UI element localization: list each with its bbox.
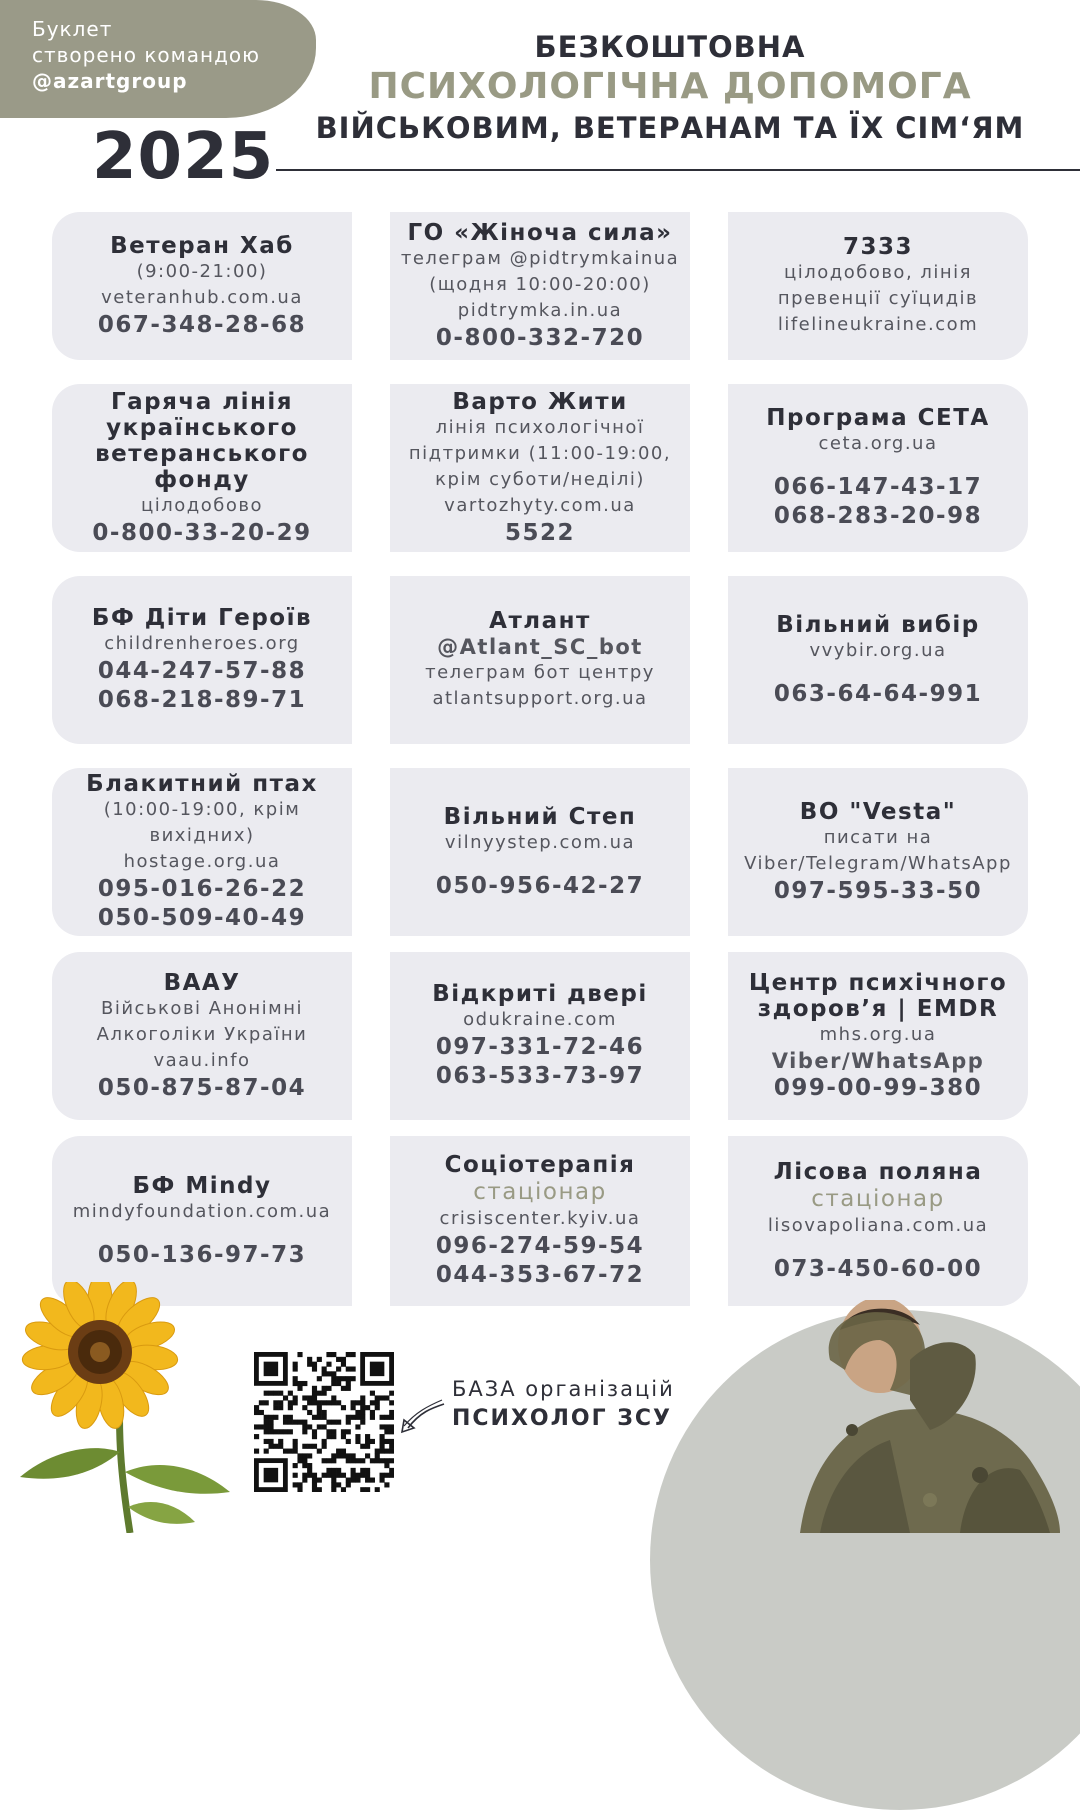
org-info: pidtrymka.in.ua: [457, 299, 623, 321]
org-info: (щодня 10:00-20:00): [429, 273, 651, 295]
org-contact[interactable]: Viber/WhatsApp: [771, 1048, 985, 1073]
org-info: (9:00-21:00): [136, 260, 268, 282]
org-phone[interactable]: 063-533-73-97: [435, 1063, 645, 1089]
org-card-varto-zhyty: [390, 384, 690, 552]
org-card-veteran-hub: [52, 212, 352, 360]
org-card-sociotherapy: [390, 1136, 690, 1306]
org-info: mindyfoundation.com.ua: [72, 1200, 332, 1222]
org-phone[interactable]: 067-348-28-68: [97, 311, 307, 338]
org-info: Військові Анонімні: [101, 997, 303, 1019]
org-phone[interactable]: 050-509-40-49: [97, 905, 307, 931]
org-card-lisova-poliana: [728, 1136, 1028, 1306]
org-phone[interactable]: 044-247-57-88: [97, 658, 307, 684]
org-info: vaau.info: [153, 1049, 251, 1071]
org-name: українського: [106, 414, 298, 441]
org-name: ГО «Жіноча сила»: [407, 219, 673, 246]
org-card-vidkryti-dveri: [390, 952, 690, 1120]
org-info: odukraine.com: [463, 1009, 617, 1030]
title-divider: [276, 169, 1080, 171]
org-info: vartozhyty.com.ua: [444, 494, 636, 516]
org-info: цілодобово, лінія: [783, 262, 972, 283]
qr-code-graphic: [254, 1352, 394, 1492]
org-info: Viber/Telegram/WhatsApp: [744, 852, 1012, 874]
arrow-icon: [398, 1398, 448, 1438]
page-title: [300, 28, 1040, 148]
org-phone[interactable]: 095-016-26-22: [97, 876, 307, 902]
org-phone[interactable]: 068-283-20-98: [773, 503, 983, 529]
org-tag: стаціонар: [811, 1185, 945, 1212]
qr-code-icon[interactable]: [254, 1352, 394, 1492]
org-info: ceta.org.ua: [818, 433, 938, 454]
org-card-vilnyi-vybir: [728, 576, 1028, 744]
org-name: Вільний Степ: [443, 803, 637, 830]
org-name: Лісова поляна: [773, 1158, 983, 1185]
booklet-line-1: Буклет: [32, 17, 113, 41]
sunflower-icon: [0, 1282, 240, 1533]
org-card-vesta: [728, 768, 1028, 936]
org-name: Ветеран Хаб: [110, 232, 294, 259]
org-info: превенції суїцидів: [777, 288, 979, 309]
org-card-vaau: [52, 952, 352, 1120]
org-phone[interactable]: 096-274-59-54: [435, 1233, 645, 1259]
org-info: vvybir.org.ua: [809, 639, 947, 661]
year: 2025: [92, 120, 275, 194]
soldier-photo: [760, 1300, 1080, 1533]
org-name: Відкриті двері: [432, 981, 648, 1007]
org-card-zhinocha-syla: [390, 212, 690, 360]
org-name: Соціотерапія: [444, 1152, 636, 1178]
org-card-atlant: [390, 576, 690, 744]
org-tag: стаціонар: [473, 1179, 607, 1205]
title-line-3: ВІЙСЬКОВИМ, ВЕТЕРАНАМ ТА ЇХ СІМ‘ЯМ: [315, 111, 1025, 145]
org-phone[interactable]: 0-800-33-20-29: [92, 519, 312, 546]
org-info: mhs.org.ua: [819, 1023, 937, 1045]
org-info: цілодобово: [141, 494, 263, 516]
org-name: Блакитний птах: [86, 771, 318, 797]
org-card-line-7333: [728, 212, 1028, 360]
booklet-line-2: створено командою: [32, 43, 260, 67]
org-phone[interactable]: 097-331-72-46: [435, 1034, 645, 1060]
org-info: лінія психологічної: [435, 416, 645, 438]
org-name: Вільний вибір: [776, 611, 980, 638]
org-phone[interactable]: 099-00-99-380: [773, 1074, 983, 1101]
org-card-blakytnyi-ptakh: [52, 768, 352, 936]
org-name: БФ Mindy: [132, 1172, 272, 1199]
org-phone[interactable]: 073-450-60-00: [773, 1255, 983, 1282]
org-name: Програма СЕТА: [766, 405, 990, 431]
org-name: ВААУ: [163, 969, 241, 996]
org-card-vilnyi-step: [390, 768, 690, 936]
org-phone[interactable]: 050-956-42-27: [435, 872, 645, 899]
base-organizations-caption: [452, 1374, 675, 1434]
org-name: Центр психічного: [748, 969, 1008, 996]
org-info: childrenheroes.org: [104, 633, 300, 654]
org-info: (10:00-19:00, крім вихідних): [103, 799, 301, 846]
title-line-2: ПСИХОЛОГІЧНА ДОПОМОГА: [368, 66, 972, 107]
org-phone[interactable]: 044-353-67-72: [435, 1262, 645, 1288]
org-info: писати на: [823, 826, 933, 848]
org-phone[interactable]: 066-147-43-17: [773, 474, 983, 500]
org-info: телеграм бот центру: [425, 662, 655, 683]
author-badge-text: [32, 16, 260, 94]
org-phone[interactable]: 5522: [504, 519, 575, 546]
org-card-ceta: [728, 384, 1028, 552]
org-phone[interactable]: 068-218-89-71: [97, 687, 307, 713]
org-phone[interactable]: 050-136-97-73: [97, 1241, 307, 1268]
org-info: atlantsupport.org.ua: [432, 688, 648, 709]
booklet-handle[interactable]: @azartgroup: [32, 69, 188, 93]
org-info: veteranhub.com.ua: [101, 286, 303, 308]
org-card-mental-health-center: [728, 952, 1028, 1120]
org-info: підтримки (11:00-19:00,: [408, 442, 672, 464]
org-name: 7333: [842, 234, 913, 260]
base-line-2: ПСИХОЛОГ ЗСУ: [452, 1406, 673, 1431]
title-line-1: БЕЗКОШТОВНА: [534, 30, 806, 64]
org-name: Варто Жити: [452, 388, 628, 415]
base-line-1: БАЗА організацій: [452, 1377, 675, 1401]
org-contact[interactable]: @Atlant_SC_bot: [437, 635, 643, 659]
org-name: здоров’я | EMDR: [757, 995, 999, 1022]
org-info: телеграм @pidtrymkainua: [400, 247, 680, 269]
org-phone[interactable]: 097-595-33-50: [773, 877, 983, 904]
org-card-dity-heroiv: [52, 576, 352, 744]
org-phone[interactable]: 063-64-64-991: [773, 680, 983, 707]
org-card-mindy: [52, 1136, 352, 1306]
org-phone[interactable]: 050-875-87-04: [97, 1074, 307, 1101]
org-name: Гаряча лінія: [111, 388, 293, 415]
org-info: lisovapoliana.com.ua: [767, 1214, 989, 1236]
org-name: ветеранського фонду: [95, 440, 309, 493]
org-info: крім суботи/неділі): [435, 468, 645, 490]
org-info: Алкоголіки України: [96, 1023, 308, 1045]
org-name: БФ Діти Героїв: [91, 605, 313, 631]
org-name: ВО "Vesta": [799, 798, 957, 825]
org-info: hostage.org.ua: [123, 851, 281, 872]
org-info: lifelineukraine.com: [777, 314, 979, 335]
org-name: Атлант: [489, 608, 591, 634]
org-info: crisiscenter.kyiv.ua: [439, 1208, 641, 1229]
org-info: vilnyystep.com.ua: [444, 831, 636, 853]
org-phone[interactable]: 0-800-332-720: [435, 324, 645, 351]
org-card-veteran-fund-hotline: [52, 384, 352, 552]
